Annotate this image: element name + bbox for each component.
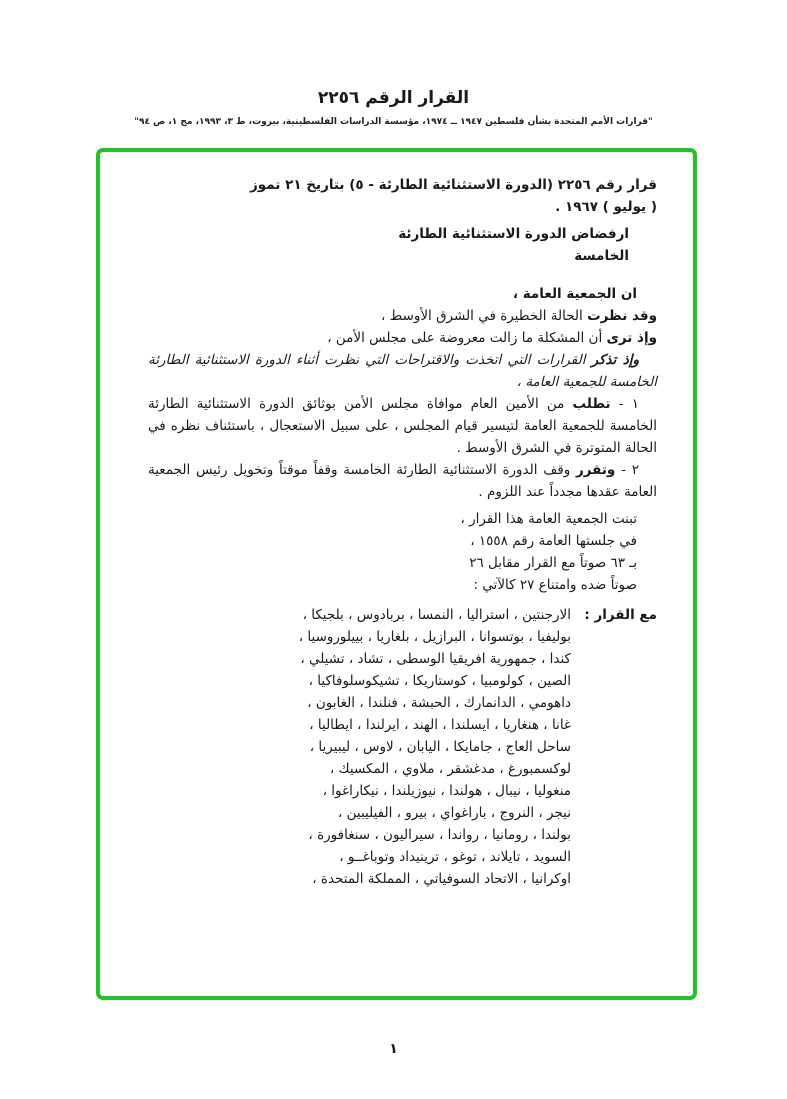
- adoption-line: صوتاً ضده وامتناع ٢٧ كالآتي :: [473, 577, 637, 593]
- votes-for-line: بوليفيا ، بوتسوانا ، البرازيل ، بلغاريا ، بييلوروسيا ،: [298, 629, 571, 645]
- preamble-paragraph: [148, 305, 657, 327]
- operative-paragraph-1: [148, 393, 657, 459]
- votes-for-line: اوكرانيا ، الاتحاد السوفياتي ، المملكة المتحدة ،: [312, 871, 571, 887]
- operative-text: وقف الدورة الاستثنائية الطارئة الخامسة وقفاً موقتاً وتخويل رئيس الجمعية العامة عقدها مجدداً عند اللزوم .: [148, 462, 657, 500]
- resolution-frame: [96, 148, 697, 1000]
- preamble-paragraph: [148, 327, 657, 349]
- votes-for-label: مع القرار :: [584, 607, 657, 623]
- resolution-heading-line2: الخامسة: [574, 248, 629, 264]
- operative-lead: وتقرر: [575, 462, 616, 478]
- preamble-text: القرارات التي اتخذت والاقتراحات التي نظرت أثناء الدورة الاستثنائية الطارئة الخامسة للجمعية العامة ،: [148, 352, 657, 390]
- resolution-heading-line1: ارفضاض الدورة الاستثنائية الطارئة: [398, 226, 629, 242]
- page-number: ١: [389, 1041, 398, 1057]
- preamble-lead: وإذ ترى: [606, 330, 657, 346]
- votes-for-section: [148, 604, 657, 890]
- preamble-lead: وإذ تذكر: [591, 352, 639, 368]
- votes-for-line: نيجر ، النروج ، باراغواي ، بيرو ، الفيليبين ،: [337, 805, 571, 821]
- votes-for-line: بولندا ، رومانيا ، رواندا ، سيراليون ، سنغافورة ،: [308, 827, 571, 843]
- votes-for-line: لوكسمبورغ ، مدغشقر ، ملاوي ، المكسيك ،: [329, 761, 571, 777]
- preamble-text: أن المشكلة ما زالت معروضة على مجلس الأمن ،: [327, 330, 607, 346]
- operative-number: ١ -: [610, 396, 639, 412]
- votes-for-line: منغوليا ، نيبال ، هولندا ، نيوزيلندا ، نيكاراغوا ،: [322, 783, 571, 799]
- votes-for-line: كندا ، جمهورية افريقيا الوسطى ، تشاد ، تشيلي ،: [300, 651, 571, 667]
- document-header: [0, 88, 787, 127]
- resolution-content: [100, 152, 693, 890]
- adoption-line: تبنت الجمعية العامة هذا القرار ،: [460, 511, 637, 527]
- adoption-line: في جلستها العامة رقم ١٥٥٨ ،: [470, 533, 637, 549]
- resolution-title-line2: ( يوليو ) ١٩٦٧ .: [555, 199, 657, 215]
- operative-paragraph-2: [148, 459, 657, 503]
- votes-for-line: السويد ، تايلاند ، توغو ، ترينيداد وتوباغــو ،: [339, 849, 571, 865]
- document-title: القرار الرقم ٢٢٥٦: [317, 88, 470, 108]
- operative-number: ٢ -: [615, 462, 639, 478]
- votes-for-line: الصين ، كولومبيا ، كوستاريكا ، تشيكوسلوفاكيا ،: [308, 673, 571, 689]
- votes-for-line: غانا ، هنغاريا ، ايسلندا ، الهند ، ايرلندا ، ايطاليا ،: [309, 717, 571, 733]
- opening-line: ان الجمعية العامة ،: [512, 286, 637, 302]
- operative-text: من الأمين العام موافاة مجلس الأمن بوثائق الدورة الاستثنائية الطارئة الخامسة للجمعية العامة لتيسير قيام المجلس ، على سبيل الاستعجال ، باستئناف نظره في الحالة المتوترة في الشرق الأوسط .: [148, 396, 657, 456]
- source-citation: "قرارات الأمم المتحدة بشأن فلسطين ١٩٤٧ ــ ١٩٧٤، مؤسسة الدراسات الفلسطينية، بيروت، ط ٣، ١٩٩٣، مج ١، ص ٩٤": [134, 117, 653, 127]
- resolution-title-line1: قرار رقم ٢٢٥٦ (الدورة الاستثنائية الطارئة - ٥) بتاريخ ٢١ تموز: [250, 177, 657, 193]
- preamble-lead: وقد نظرت: [587, 308, 657, 324]
- votes-for-country-list: [148, 604, 571, 890]
- preamble-paragraph: [148, 349, 657, 393]
- adoption-line: بـ ٦٣ صوتاً مع القرار مقابل ٢٦: [469, 555, 637, 571]
- votes-for-line: الارجنتين ، استراليا ، النمسا ، بربادوس ، بلجيكا ،: [302, 607, 571, 623]
- votes-for-line: داهومي ، الدانمارك ، الحبشة ، فنلندا ، الغابون ،: [307, 695, 571, 711]
- preamble-text: الحالة الخطيرة في الشرق الأوسط ،: [381, 308, 588, 324]
- operative-lead: تطلب: [572, 396, 611, 412]
- votes-for-line: ساحل العاج ، جامايكا ، اليابان ، لاوس ، ليبيريا ،: [309, 739, 571, 755]
